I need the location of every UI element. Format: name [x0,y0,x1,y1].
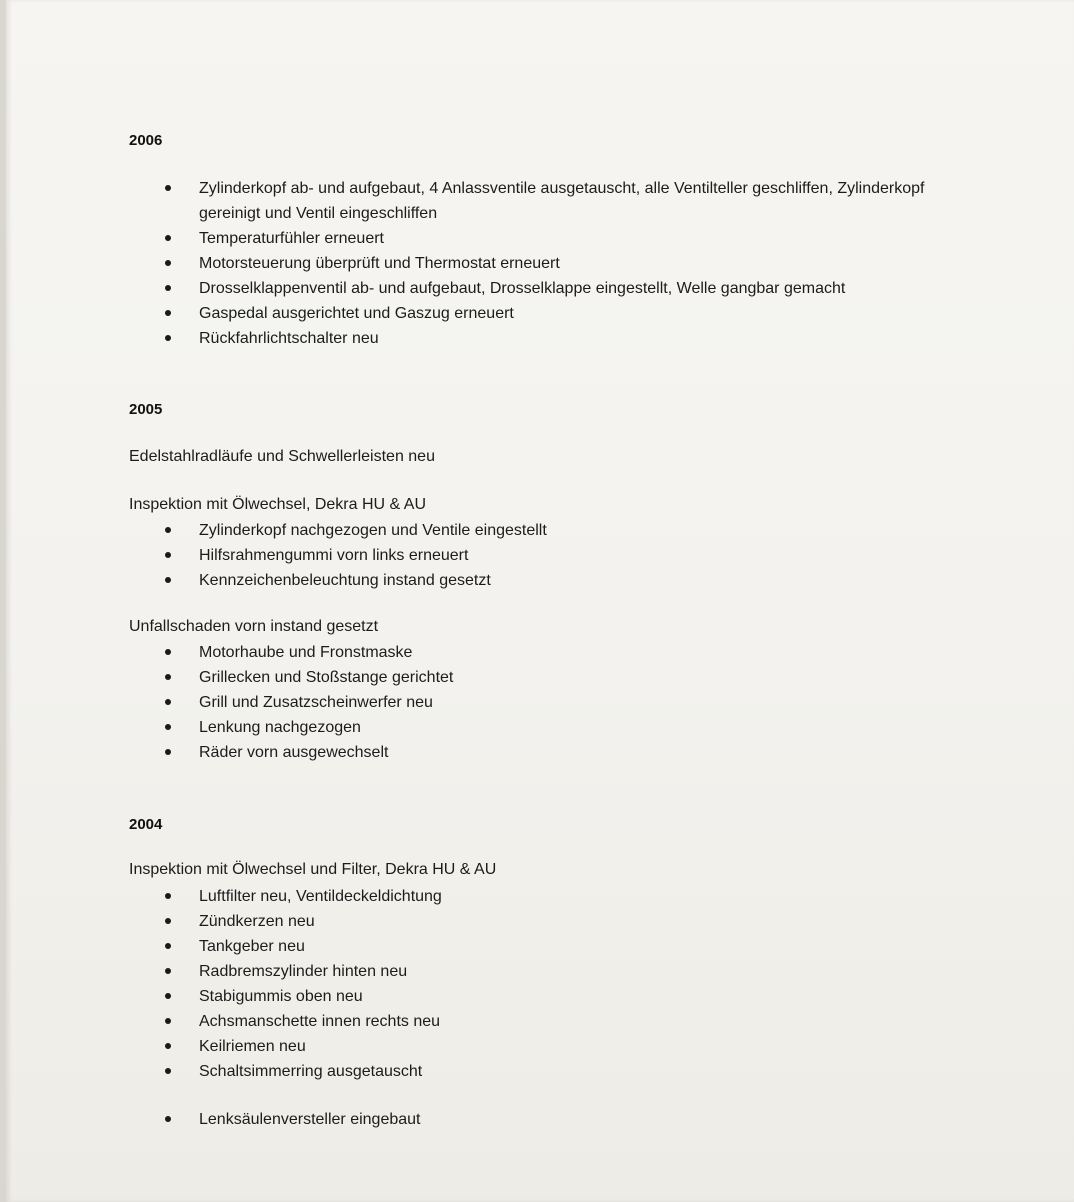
bullet-icon [165,577,171,583]
bullet-icon [165,943,171,949]
list-item: Motorsteuerung überprüft und Thermostat erneuert [129,251,959,276]
bullet-icon [165,724,171,730]
bullet-icon [165,1068,171,1074]
bullet-icon [165,749,171,755]
list-item: Motorhaube und Fronstmaske [129,640,453,665]
bullet-icon [165,1043,171,1049]
bullet-icon [165,527,171,533]
list-item: Hilfsrahmengummi vorn links erneuert [129,543,547,568]
list-2005-inspection [129,518,547,593]
bullet-icon [165,235,171,241]
list-item: Keilriemen neu [129,1034,442,1059]
list-item: Lenksäulenversteller eingebaut [129,1107,420,1132]
list-item: Kennzeichenbeleuchtung instand gesetzt [129,568,547,593]
bullet-icon [165,285,171,291]
bullet-icon [165,1116,171,1122]
bullet-icon [165,993,171,999]
bullet-icon [165,185,171,191]
list-item: Achsmanschette innen rechts neu [129,1009,442,1034]
inspection-heading-2005: Inspektion mit Ölwechsel, Dekra HU & AU [129,496,426,513]
inspection-heading-2004: Inspektion mit Ölwechsel und Filter, Dekra HU & AU [129,861,497,878]
list-item: Radbremszylinder hinten neu [129,959,442,984]
list-item: Grill und Zusatzscheinwerfer neu [129,690,453,715]
bullet-icon [165,649,171,655]
list-item: Lenkung nachgezogen [129,715,453,740]
bullet-icon [165,893,171,899]
list-item: Zündkerzen neu [129,909,442,934]
section-line-2005: Edelstahlradläufe und Schwellerleisten neu [129,448,435,465]
list-item: Zylinderkopf ab- und aufgebaut, 4 Anlassventile ausgetauscht, alle Ventilteller geschliffen, Zylinderkopf gereinigt und Ventil eingeschliffen [129,176,959,226]
list-item: Rückfahrlichtschalter neu [129,326,959,351]
list-item: Drosselklappenventil ab- und aufgebaut, Drosselklappe eingestellt, Welle gangbar gemacht [129,276,959,301]
bullet-icon [165,310,171,316]
year-heading-2004: 2004 [129,816,163,833]
list-item: Gaspedal ausgerichtet und Gaszug erneuert [129,301,959,326]
document-page [6,0,1074,1202]
year-heading-2006: 2006 [129,132,163,149]
bullet-icon [165,699,171,705]
list-2006 [129,176,959,351]
year-heading-2005: 2005 [129,401,163,418]
list-item: Grillecken und Stoßstange gerichtet [129,665,453,690]
accident-heading-2005: Unfallschaden vorn instand gesetzt [129,618,379,635]
list-item: Schaltsimmerring ausgetauscht [129,1059,442,1084]
bullet-icon [165,552,171,558]
list-2004 [129,884,442,1084]
list-2005-accident [129,640,453,765]
bullet-icon [165,674,171,680]
list-item: Räder vorn ausgewechselt [129,740,453,765]
bullet-icon [165,335,171,341]
bullet-icon [165,918,171,924]
bullet-icon [165,968,171,974]
list-item: Temperaturfühler erneuert [129,226,959,251]
list-item: Stabigummis oben neu [129,984,442,1009]
list-2004-last [129,1107,420,1132]
bullet-icon [165,1018,171,1024]
bullet-icon [165,260,171,266]
list-item: Luftfilter neu, Ventildeckeldichtung [129,884,442,909]
list-item: Tankgeber neu [129,934,442,959]
list-item: Zylinderkopf nachgezogen und Ventile eingestellt [129,518,547,543]
